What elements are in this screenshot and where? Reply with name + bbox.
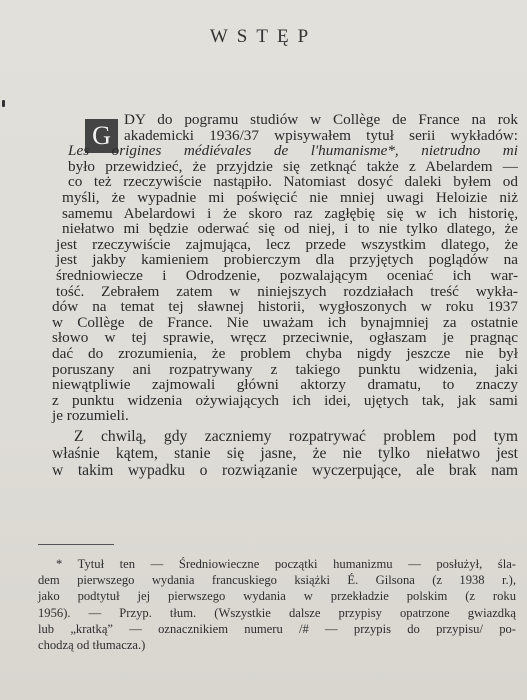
text-line: właśnie kątem, stanie się jasne, że nie tylko niełatwo jest: [52, 444, 518, 462]
text-line: słowo w tej sprawie, wręcz przeciwnie, ogłaszam je pragnąc: [52, 329, 518, 347]
text-line: dów na temat tej sławnej historii, wygłoszonych w roku 1937: [52, 298, 518, 316]
text-line: samemu Abelardowi i że skoro raz zagłębię się w ich historię,: [62, 204, 518, 222]
footnote-line: dem pierwszego wydania francuskiego książki É. Gilsona (z 1938 r.),: [38, 573, 516, 588]
footnote-line: * Tytuł ten — Średniowieczne początki humanizmu — posłużył, śla-: [56, 557, 516, 571]
text-line: jest rzeczywiście zajmująca, lecz przede wszystkim dlatego, że: [56, 235, 518, 253]
footnote-line: lub „kratką” — oznacznikiem numeru /# — przypis do przypisu/ po-: [38, 621, 516, 636]
text-line: jest jakby kamieniem probierczym dla przyjętych poglądów na: [56, 251, 518, 269]
footnote-rule: [38, 544, 114, 545]
text-line: średniowiecze i Odrodzenie, pozwalającym oceniać ich war-: [56, 266, 518, 284]
text-line: poruszany ani rozpatrywany z takiego punktu widzenia, jaki: [52, 360, 518, 378]
text-line: w takim wypadku o rozwiązanie wyczerpujące, ale brak nam: [52, 461, 518, 479]
text-line: Les origines médiévales de l'humanisme*, nietrudno mi: [68, 142, 518, 160]
text-line: było przewidzieć, że przyjdzie się zetknąć także z Abelardem —: [68, 157, 518, 175]
chapter-heading: WSTĘP: [209, 26, 318, 47]
footnote-line: chodzą od tłumacza.): [38, 638, 146, 653]
text-line: w Collège de France. Nie uważam ich bynajmniej za ostatnie: [52, 313, 518, 331]
text-line: niełatwo mi będzie oderwać się od niej, i to nie tylko dlatego, że: [62, 220, 518, 238]
footnote-line: jako podtytuł jej pierwszego wydania w przekładzie polskim (z roku: [38, 589, 516, 604]
text-line: z punktu widzenia ożywiających ich idei, ujętych tak, jak sami: [52, 391, 518, 409]
drop-cap: G: [85, 119, 118, 153]
main-text: [48, 112, 518, 479]
footnote: [38, 556, 516, 653]
paragraph-2: [48, 428, 518, 479]
text-line: je rozumieli.: [52, 407, 129, 425]
text-line: DY do pogramu studiów w Collège de France na rok: [124, 111, 518, 128]
footnote-line: 1956). — Przyp. tłum. (Wszystkie dalsze przypisy opatrzone gwiazdką: [38, 605, 516, 620]
text-line: niewątpliwie zajmowali główni aktorzy dramatu, to znaczy: [52, 376, 518, 394]
text-line: Z chwilą, gdy zaczniemy rozpatrywać problem pod tym: [74, 427, 518, 445]
text-line: akademicki 1936/37 wpisywałem tytuł serii wykładów:: [124, 126, 518, 144]
margin-mark: [2, 100, 5, 107]
text-line: myśli, że wypadnie mi poświęcić nie mniej uwagi Heloizie niż: [62, 188, 518, 206]
text-line: tość. Zebrałem zatem w niniejszych rozdziałach treść wykła-: [56, 282, 518, 300]
text-line: co też rzeczywiście nastąpiło. Natomiast dosyć daleki byłem od: [68, 173, 518, 191]
text-line: dać do zrozumienia, że problem chyba nigdy jeszcze nie był: [52, 344, 518, 362]
